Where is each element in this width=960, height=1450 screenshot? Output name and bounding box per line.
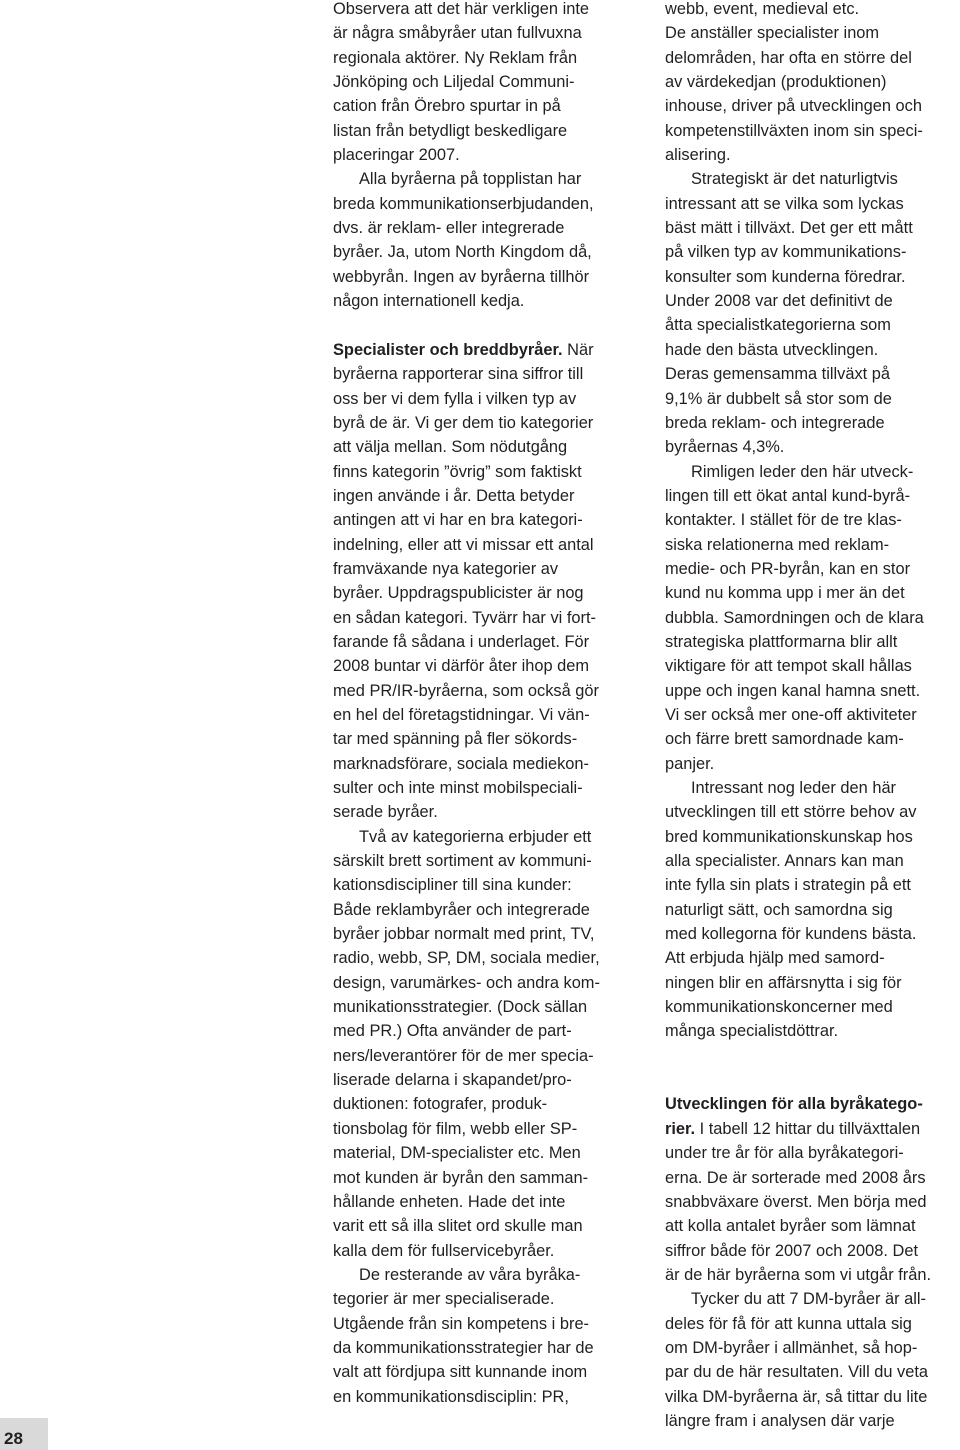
text-line [665,1214,960,1238]
body-text: med PR/IR-byråerna, som också gör [333,681,599,700]
text-line [665,849,960,873]
text-line [665,46,960,70]
body-text: under tre år för alla byråkategori- [665,1144,904,1163]
text-line [333,508,633,532]
body-text: kalla dem för fullservicebyråer. [333,1241,555,1260]
article-column-right [665,0,960,1433]
text-line [333,971,633,995]
body-text: ingen använde i år. Detta betyder [333,486,575,505]
text-line [665,167,960,191]
body-text: par du de här resultaten. Vill du veta [665,1363,929,1382]
article-column-left [333,0,633,1409]
text-line [333,995,633,1019]
body-text: medie- och PR-byrån, kan en stor [665,559,911,578]
body-text: att kolla antalet byråer som lämnat [665,1217,916,1236]
text-line [333,679,633,703]
body-text: marknadsförare, sociala mediekon- [333,754,589,773]
body-text: är de här byråerna som vi utgår från. [665,1265,932,1284]
body-text: om DM-byråer i allmänhet, så hop- [665,1338,918,1357]
body-text: Observera att det här verkligen inte [333,0,590,18]
body-text: antingen att vi har en bra kategori- [333,511,583,530]
body-text: indelning, eller att vi missar ett antal [333,535,594,554]
body-text: webb, event, medieval etc. [665,0,860,18]
body-text: da kommunikationsstrategier har de [333,1338,594,1357]
text-line [333,776,633,800]
text-line [333,581,633,605]
paragraph-gap [333,313,633,337]
body-text: åtta specialistkategorierna som [665,316,891,335]
text-line [665,216,960,240]
text-line [333,606,633,630]
text-line [665,679,960,703]
text-line [333,800,633,824]
text-line [665,800,960,824]
body-text: byråerna rapporterar sina siffror till [333,365,584,384]
text-line [665,289,960,313]
body-text: dvs. är reklam- eller integrerade [333,219,565,238]
body-text: många specialistdöttrar. [665,1022,839,1041]
text-line [665,1312,960,1336]
subheading-text: Utvecklingen för alla byråkatego- [665,1095,923,1114]
body-text: duktionen: fotografer, produk- [333,1095,548,1114]
text-line [333,1166,633,1190]
body-text: 2008 buntar vi därför åter ihop dem [333,657,590,676]
body-text: siska relationerna med reklam- [665,535,890,554]
text-line [333,240,633,264]
text-line [665,946,960,970]
text-line [665,338,960,362]
body-text: på vilken typ av kommunikations- [665,243,907,262]
text-line [665,1019,960,1043]
text-line [665,484,960,508]
body-text: uppe och ingen kanal hamna snett. [665,681,921,700]
text-line [333,1336,633,1360]
body-text: 9,1% är dubbelt så stor som de [665,389,892,408]
text-line [665,1239,960,1263]
subheading-line [665,1092,960,1116]
text-line [665,0,960,21]
text-line [333,411,633,435]
text-line [665,21,960,45]
text-line [665,192,960,216]
text-line [665,1263,960,1287]
body-text: breda reklam- och integrerade [665,413,885,432]
body-text: liserade delarna i skapandet/pro- [333,1071,572,1090]
text-line [333,46,633,70]
body-text: vilka DM-byråerna är, så tittar du lite [665,1387,928,1406]
body-text: Strategiskt är det naturligtvis [691,170,898,189]
text-line [333,70,633,94]
text-line [333,630,633,654]
body-text: alla specialister. Annars kan man [665,852,904,871]
text-line [333,703,633,727]
body-text: byråer. Uppdragspublicister är nog [333,584,584,603]
body-text: utvecklingen till ett större behov av [665,803,917,822]
body-text: en sådan kategori. Tyvärr har vi fort- [333,608,596,627]
body-text: oss ber vi dem fylla i vilken typ av [333,389,577,408]
text-line [665,508,960,532]
text-line [333,435,633,459]
text-line [333,1141,633,1165]
body-text: byrå de är. Vi ger dem tio kategorier [333,413,594,432]
body-text: Både reklambyråer och integrerade [333,900,590,919]
body-text: tar med spänning på fler sökords- [333,730,578,749]
text-line [665,1385,960,1409]
text-line [665,776,960,800]
body-text: delområden, har ofta en större del [665,48,912,67]
body-text: byråer jobbar normalt med print, TV, [333,925,595,944]
body-text: Deras gemensamma tillväxt på [665,365,891,384]
body-text: att välja mellan. Som nödutgång [333,438,568,457]
body-text: dubbla. Samordningen och de klara [665,608,924,627]
body-text: Alla byråerna på topplistan har [359,170,582,189]
body-text: Intressant nog leder den här [691,779,897,797]
text-line [665,1409,960,1433]
text-line [665,460,960,484]
text-line [333,1214,633,1238]
body-text: naturligt sätt, och samordna sig [665,900,893,919]
paragraph-gap [665,1068,960,1092]
body-text: breda kommunikationserbjudanden, [333,194,594,213]
text-line [333,873,633,897]
text-line [665,752,960,776]
subheading-text: rier. [665,1119,696,1138]
body-text: byråer. Ja, utom North Kingdom då, [333,243,592,262]
body-text: tegorier är mer specialiserade. [333,1290,555,1309]
body-text: kommunikationskoncerner med [665,998,893,1017]
text-line [665,995,960,1019]
body-text: strategiska plattformarna blir allt [665,632,898,651]
body-text: bäst mätt i tillväxt. Det ger ett mått [665,219,913,238]
body-text: Utgående från sin kompetens i bre- [333,1314,590,1333]
text-line [333,1092,633,1116]
body-text: serade byråer. [333,803,438,822]
body-text: erna. De är sorterade med 2008 års [665,1168,926,1187]
body-text: alisering. [665,146,731,165]
text-line [333,460,633,484]
text-line [665,119,960,143]
text-line [665,94,960,118]
body-text: en hel del företagstidningar. Vi vän- [333,705,590,724]
text-line [665,727,960,751]
body-text: med kollegorna för kundens bästa. [665,925,917,944]
body-text: material, DM-specialister etc. Men [333,1144,581,1163]
text-line [665,240,960,264]
body-text: Rimligen leder den här utveck- [691,462,914,481]
body-text: listan från betydligt beskedligare [333,121,568,140]
text-line [333,1190,633,1214]
text-line [333,265,633,289]
body-text: Tycker du att 7 DM-byråer är all- [691,1290,926,1309]
text-line [333,1019,633,1043]
body-text: kontakter. I stället för de tre klas- [665,511,902,530]
body-text: konsulter som kunderna föredrar. [665,267,906,286]
body-text: kationsdiscipliner till sina kunder: [333,876,572,895]
body-text: kompetenstillväxten inom sin speci- [665,121,923,140]
text-line [665,825,960,849]
body-text: webbyrån. Ingen av byråerna tillhör [333,267,590,286]
page-number: 28 [4,1429,23,1448]
text-line [665,971,960,995]
text-line [333,119,633,143]
body-text: tionsbolag för film, webb eller SP- [333,1119,578,1138]
body-text: mot kunden är byrån den samman- [333,1168,589,1187]
body-text: Att erbjuda hjälp med samord- [665,949,885,968]
body-text: är några småbyråer utan fullvuxna [333,24,582,43]
body-text: radio, webb, SP, DM, sociala medier, [333,949,600,968]
text-line [665,873,960,897]
body-text: regionala aktörer. Ny Reklam från [333,48,578,67]
text-line [665,630,960,654]
body-text: varit ett så illa slitet ord skulle man [333,1217,583,1236]
text-line [665,70,960,94]
body-text: ningen blir en affärsnytta i sig för [665,973,902,992]
body-text: valt att fördjupa sitt kunnande inom [333,1363,588,1382]
text-line [665,1190,960,1214]
body-text: med PR.) Ofta använder de part- [333,1022,572,1041]
body-text: När [562,340,594,359]
text-line [333,533,633,557]
body-text: design, varumärkes- och andra kom- [333,973,600,992]
body-text: Under 2008 var det definitivt de [665,292,893,311]
body-text: någon internationell kedja. [333,292,525,311]
text-line [665,533,960,557]
text-line [665,557,960,581]
text-line [333,21,633,45]
body-text: inte fylla sin plats i strategin på ett [665,876,911,895]
text-line [333,654,633,678]
text-line [665,362,960,386]
text-line [333,1312,633,1336]
text-line [665,387,960,411]
body-text: placeringar 2007. [333,146,460,165]
body-text: Två av kategorierna erbjuder ett [359,827,592,846]
body-text: bred kommunikationskunskap hos [665,827,913,846]
text-line [665,313,960,337]
body-text: och färre brett samordnade kam- [665,730,904,749]
text-line [333,1287,633,1311]
body-text: hade den bästa utvecklingen. [665,340,879,359]
text-line [333,484,633,508]
body-text: framväxande nya kategorier av [333,559,559,578]
body-text: snabbväxare överst. Men börja med [665,1192,927,1211]
text-line [333,1044,633,1068]
body-text: deles för få för att kunna uttala sig [665,1314,912,1333]
text-line [333,143,633,167]
text-line [333,849,633,873]
body-text: De anställer specialister inom [665,24,880,43]
text-line [333,1117,633,1141]
text-line [665,265,960,289]
text-line [333,727,633,751]
body-text: av värdekedjan (produktionen) [665,73,887,92]
text-line [665,411,960,435]
text-line [665,654,960,678]
text-line [333,289,633,313]
body-text: Jönköping och Liljedal Communi- [333,73,575,92]
text-line [665,1360,960,1384]
text-line [333,362,633,386]
body-text: I tabell 12 hittar du tillväxttalen [695,1119,921,1138]
text-line [333,192,633,216]
body-text: en kommunikationsdisciplin: PR, [333,1387,569,1406]
text-line [333,94,633,118]
text-line [333,752,633,776]
text-line [333,922,633,946]
body-text: finns kategorin ”övrig” som faktiskt [333,462,582,481]
text-line [333,825,633,849]
text-line [333,0,633,21]
body-text: hållande enheten. Hade det inte [333,1192,566,1211]
body-text: lingen till ett ökat antal kund-byrå- [665,486,911,505]
text-line [333,1360,633,1384]
text-line [333,557,633,581]
text-line [665,435,960,459]
body-text: panjer. [665,754,715,773]
text-line [665,1166,960,1190]
body-text: särskilt brett sortiment av kommuni- [333,852,592,871]
body-text: viktigare för att tempot skall hållas [665,657,912,676]
text-line [333,387,633,411]
body-text: ners/leverantörer för de mer specia- [333,1046,594,1065]
body-text: sulter och inte minst mobilspeciali- [333,779,583,797]
text-line [665,1287,960,1311]
body-text: byråernas 4,3%. [665,438,785,457]
text-line [665,606,960,630]
text-line [333,167,633,191]
text-line [665,143,960,167]
text-line [665,703,960,727]
subheading-line [665,1117,960,1141]
body-text: inhouse, driver på utvecklingen och [665,97,922,116]
body-text: kund nu komma upp i mer än det [665,584,905,603]
text-line [333,1239,633,1263]
body-text: munikationsstrategier. (Dock sällan [333,998,588,1017]
text-line [333,898,633,922]
subheading-line [333,338,633,362]
text-line [665,581,960,605]
text-line [333,216,633,240]
body-text: siffror både för 2007 och 2008. Det [665,1241,919,1260]
paragraph-gap [665,1044,960,1068]
text-line [333,1068,633,1092]
text-line [665,1141,960,1165]
body-text: längre fram i analysen där varje [665,1411,895,1430]
text-line [333,946,633,970]
text-line [665,898,960,922]
text-line [665,1336,960,1360]
body-text: farande få sådana i underlaget. För [333,632,590,651]
body-text: Vi ser också mer one-off aktiviteter [665,705,917,724]
text-line [333,1385,633,1409]
body-text: intressant att se vilka som lyckas [665,194,904,213]
text-line [333,1263,633,1287]
text-line [665,922,960,946]
body-text: cation från Örebro spurtar in på [333,97,561,116]
subheading-text: Specialister och breddbyråer. [333,340,563,359]
body-text: De resterande av våra byråka- [359,1265,581,1284]
